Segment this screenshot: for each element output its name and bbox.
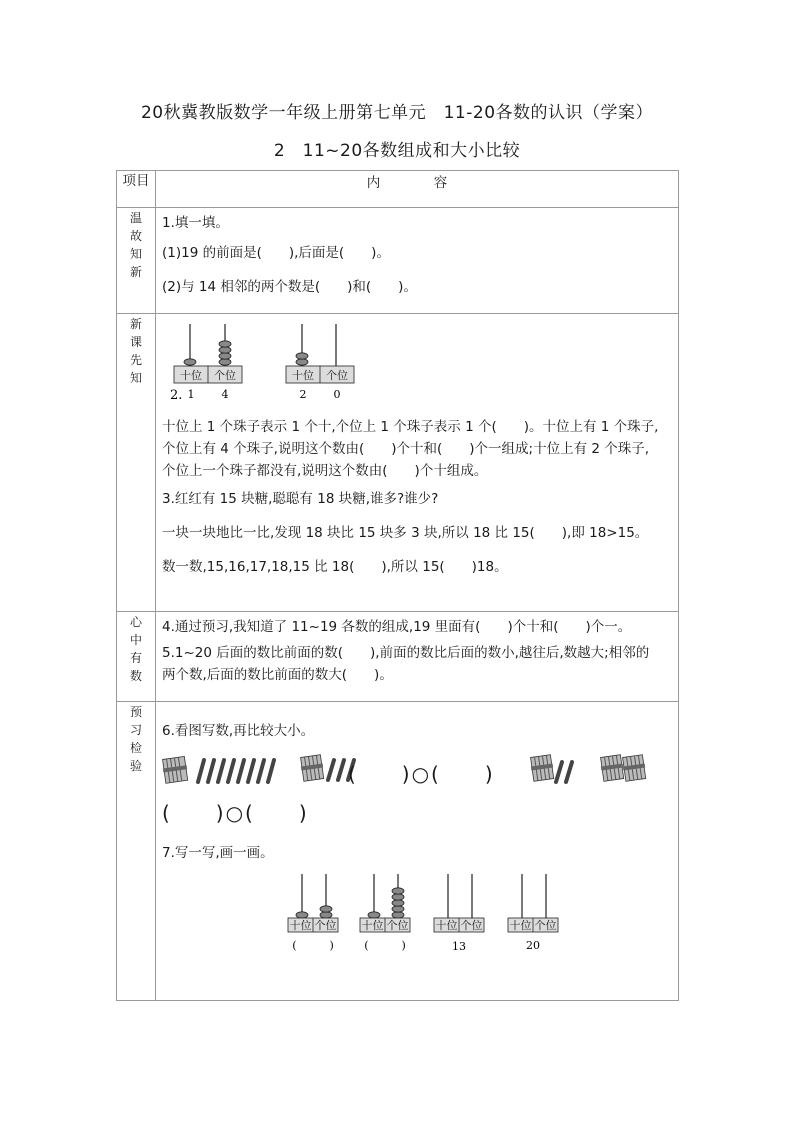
- q1-b: (2)与 14 相邻的两个数是( )和( )。: [162, 279, 417, 295]
- bead: [320, 912, 332, 918]
- svg-text:十位: 十位: [292, 369, 314, 382]
- bead: [296, 353, 308, 359]
- q1-a: (1)19 的前面是( ),后面是( )。: [162, 245, 390, 261]
- svg-text:4: 4: [221, 388, 229, 401]
- section-label-new: 新 课 先 知: [117, 314, 156, 612]
- svg-text:个位: 个位: [214, 369, 236, 382]
- bead: [219, 341, 231, 347]
- q7-abacus-2: [360, 874, 410, 952]
- page-subtitle: 2 11~20各数组成和大小比较: [273, 141, 521, 161]
- q6-compare-a: ( )○( ): [348, 762, 495, 786]
- svg-text:十位: 十位: [180, 369, 202, 382]
- table-header-row: [117, 171, 679, 208]
- bead: [392, 894, 404, 900]
- bead: [392, 906, 404, 912]
- svg-text:20: 20: [526, 939, 540, 952]
- section-label-review: 温 故 知 新: [117, 208, 156, 314]
- lesson-table: [116, 170, 679, 1001]
- bead: [392, 888, 404, 894]
- svg-text:十位: 十位: [509, 919, 532, 932]
- svg-text:个位: 个位: [534, 919, 557, 932]
- bead: [296, 912, 308, 918]
- stick-bundle: [600, 755, 625, 782]
- q2-line-1: 十位上 1 个珠子表示 1 个十,个位上 1 个珠子表示 1 个( )。十位上有 1 个珠子,: [162, 419, 659, 435]
- section-label-heart: 心 中 有 数: [117, 612, 156, 702]
- q2-line-2: 个位上有 4 个珠子,说明这个数由( )个十和( )个一组成;十位上有 2 个珠子,: [162, 441, 650, 457]
- q7-abacus-3: [434, 874, 484, 953]
- single-sticks: [198, 760, 274, 782]
- q3-title: 3.红红有 15 块糖,聪聪有 18 块糖,谁多?谁少?: [162, 491, 439, 507]
- bead: [219, 347, 231, 353]
- q5-line-1: 5.1~20 后面的数比前面的数( ),前面的数比后面的数小,越往后,数越大;相邻的: [162, 645, 650, 661]
- svg-text:2: 2: [299, 388, 307, 401]
- bead: [219, 359, 231, 365]
- bead: [219, 353, 231, 359]
- svg-text:个位: 个位: [314, 919, 337, 932]
- svg-text:个位: 个位: [386, 919, 409, 932]
- bead: [392, 912, 404, 918]
- q7-abacus-figure: [162, 870, 682, 960]
- q7-abacus-1: [288, 874, 338, 952]
- svg-text:2.: 2.: [170, 388, 183, 403]
- svg-text:( ): ( ): [364, 939, 406, 952]
- svg-text:1: 1: [187, 388, 195, 401]
- abacus-14: [170, 324, 242, 403]
- bead: [392, 900, 404, 906]
- section-heart: [117, 612, 679, 702]
- q4: 4.通过预习,我知道了 11~19 各数的组成,19 里面有( )个十和( )个一。: [162, 619, 632, 635]
- abacus-20: [286, 324, 354, 401]
- page-title: 20秋冀教版数学一年级上册第七单元 11-20各数的认识（学案）: [140, 103, 654, 123]
- svg-text:( ): ( ): [292, 939, 334, 952]
- section-new: [117, 314, 679, 612]
- svg-text:个位: 个位: [326, 369, 348, 382]
- q3-line-1: 一块一块地比一比,发现 18 块比 15 块多 3 块,所以 18 比 15( ),即 18>15。: [162, 525, 649, 541]
- svg-text:13: 13: [452, 940, 466, 953]
- bead: [368, 912, 380, 918]
- stick-bundle: [162, 756, 189, 783]
- q6-compare-b: ( )○( ): [162, 801, 309, 825]
- q6-row-1: [162, 750, 678, 792]
- svg-text:十位: 十位: [289, 919, 312, 932]
- svg-text:0: 0: [333, 388, 341, 401]
- section-review: [117, 208, 679, 314]
- q6-title: 6.看图写数,再比较大小。: [162, 723, 315, 739]
- q5-line-2: 两个数,后面的数比前面的数大( )。: [162, 667, 393, 683]
- svg-text:十位: 十位: [435, 919, 458, 932]
- stick-bundle: [622, 755, 647, 782]
- header-content: 内 容: [156, 171, 679, 208]
- q7-abacus-4: [508, 874, 558, 952]
- svg-text:十位: 十位: [361, 919, 384, 932]
- svg-text:个位: 个位: [460, 919, 483, 932]
- abacus-pair-figure: [162, 314, 682, 404]
- stick-bundle: [530, 755, 555, 782]
- section-label-check: 预 习 检 验: [117, 702, 156, 1001]
- q7-title: 7.写一写,画一画。: [162, 845, 274, 861]
- header-item: 项目: [117, 171, 156, 208]
- q1-title: 1.填一填。: [162, 215, 229, 231]
- stick-bundle: [300, 755, 325, 782]
- section-check: [117, 702, 679, 1001]
- bead: [296, 359, 308, 365]
- single-sticks: [556, 762, 572, 782]
- bead: [320, 906, 332, 912]
- bead: [184, 359, 196, 365]
- q2-line-3: 个位上一个珠子都没有,说明这个数由( )个十组成。: [162, 463, 488, 479]
- q3-line-2: 数一数,15,16,17,18,15 比 18( ),所以 15( )18。: [162, 559, 508, 575]
